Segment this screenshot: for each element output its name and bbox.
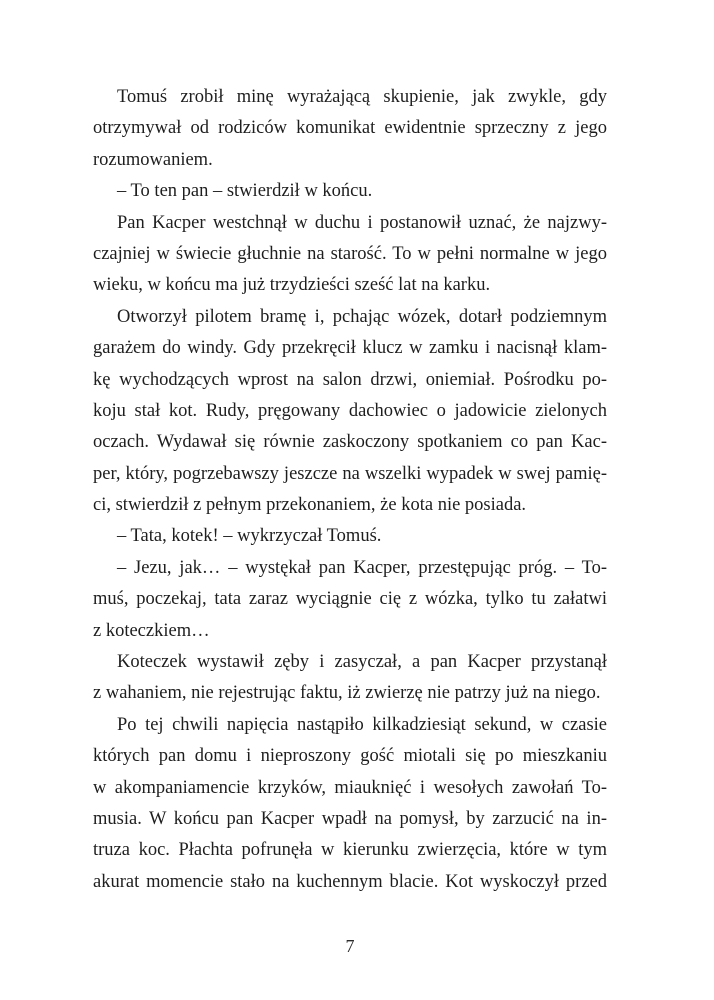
text-line: muś, poczekaj, tata zaraz wyciągnie cię z wózka, tylko tu załatwi — [93, 589, 607, 610]
text-line: w akompaniamencie krzyków, miauknięć i wesołych zawołań To- — [93, 777, 607, 798]
text-line: czajniej w świecie głuchnie na starość. To w pełni normalne w jego — [93, 243, 607, 264]
text-line: z koteczkiem… — [93, 620, 210, 641]
text-line: akurat momencie stało na kuchennym blacie. Kot wyskoczył przed — [93, 871, 607, 892]
text-line: rozumowaniem. — [93, 149, 213, 170]
text-line: kę wychodzących wprost na salon drzwi, oniemiał. Pośrodku po- — [93, 369, 607, 390]
text-line: których pan domu i nieproszony gość miotali się po mieszkaniu — [93, 746, 607, 767]
text-line: garażem do windy. Gdy przekręcił klucz w zamku i nacisnął klam- — [93, 338, 607, 359]
text-line: z wahaniem, nie rejestrując faktu, iż zwierzę nie patrzy już na niego. — [93, 683, 601, 704]
page-number: 7 — [345, 936, 355, 956]
text-line: – Tata, kotek! – wykrzyczał Tomuś. — [117, 526, 382, 547]
text-line: truza koc. Płachta pofrunęła w kierunku zwierzęcia, które w tym — [93, 840, 607, 861]
text-line: Tomuś zrobił minę wyrażającą skupienie, jak zwykle, gdy — [117, 87, 607, 107]
text-line: Otworzył pilotem bramę i, pchając wózek, dotarł podziemnym — [117, 306, 607, 327]
text-line: – To ten pan – stwierdził w końcu. — [117, 181, 373, 202]
text-line: per, który, pogrzebawszy jeszcze na wszelki wypadek w swej pamię- — [93, 463, 607, 484]
text-line: Po tej chwili napięcia nastąpiło kilkadziesiąt sekund, w czasie — [117, 714, 607, 735]
page-text — [93, 82, 607, 898]
text-line: ci, stwierdził z pełnym przekonaniem, że kota nie posiada. — [93, 495, 527, 516]
text-line: otrzymywał od rodziców komunikat ewidentnie sprzeczny z jego — [93, 118, 607, 139]
text-line: Pan Kacper westchnął w duchu i postanowił uznać, że najzwy- — [117, 212, 607, 233]
text-line: musia. W końcu pan Kacper wpadł na pomysł, by zarzucić na in- — [93, 808, 607, 829]
text-line: Koteczek wystawił zęby i zasyczał, a pan Kacper przystanął — [117, 652, 607, 673]
text-line: oczach. Wydawał się równie zaskoczony spotkaniem co pan Kac- — [93, 432, 607, 453]
text-line: wieku, w końcu ma już trzydzieści sześć lat na karku. — [93, 275, 491, 296]
text-line: – Jezu, jak… – wystękał pan Kacper, przestępując próg. – To- — [117, 557, 607, 578]
text-line: koju stał kot. Rudy, pręgowany dachowiec o jadowicie zielonych — [93, 400, 607, 421]
